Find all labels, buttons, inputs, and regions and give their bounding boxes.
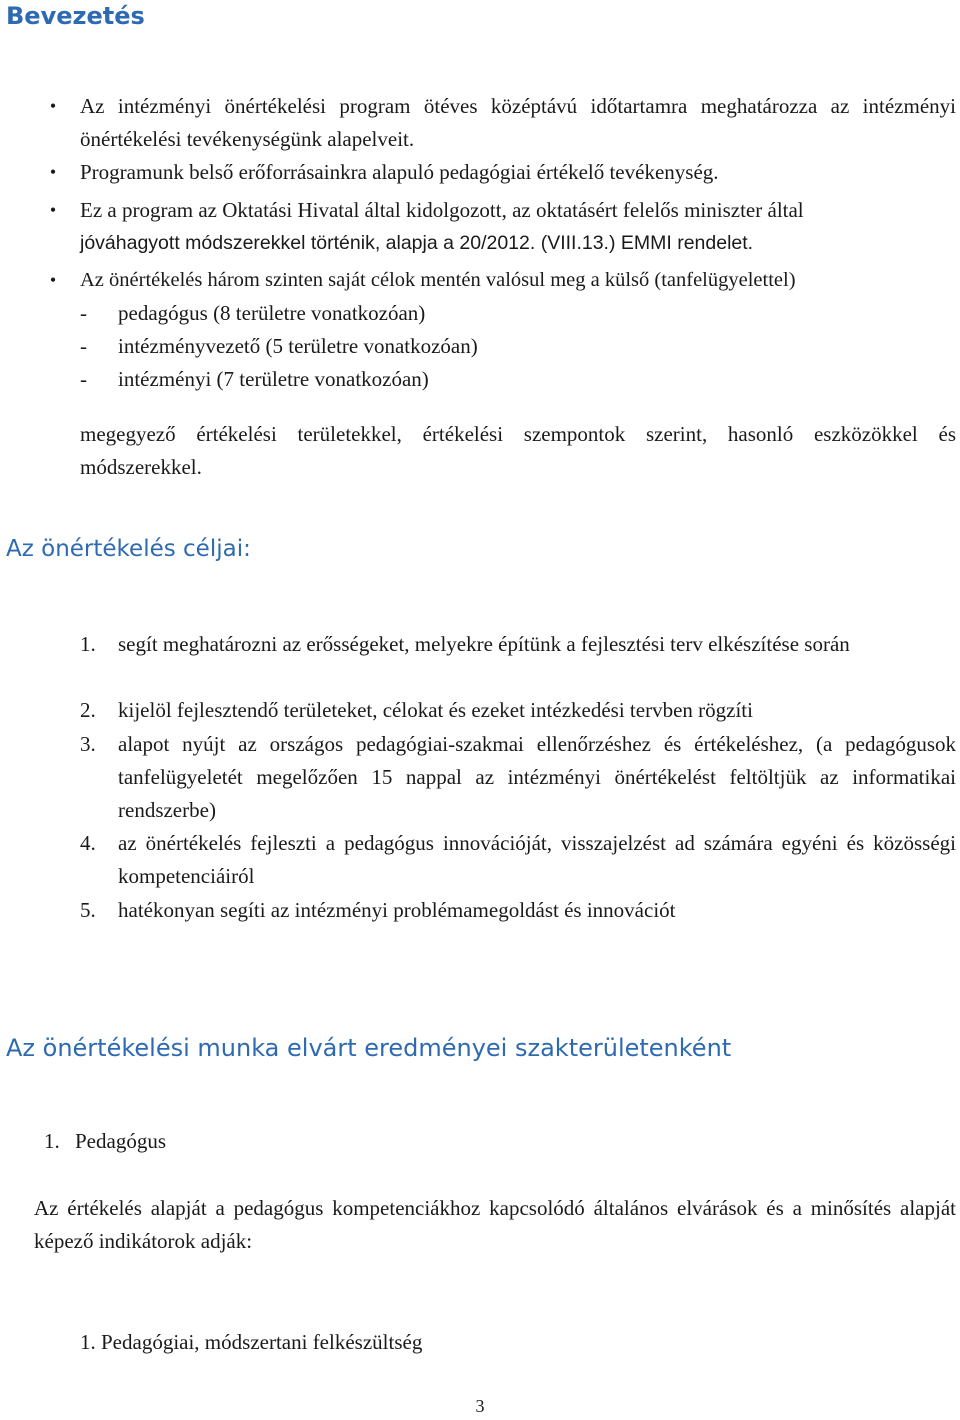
paragraph-after-dashes: megegyező értékelési területekkel, értékelési szempontok szerint, hasonló eszközökkel és módszerekkel. [80,422,956,479]
section-number: 1. [44,1129,60,1153]
dash-marker: - [80,301,87,325]
heading-goals: Az önértékelés céljai: [6,536,251,562]
goal-number: 1. [80,632,96,656]
goal-item [80,827,956,893]
goal-number: 3. [80,732,96,756]
heading-results: Az önértékelési munka elvárt eredményei szakterületenként [6,1034,732,1062]
dash-text: intézményvezető (5 területre vonatkozóan) [118,334,478,358]
section-title: Pedagógus [75,1129,166,1153]
goal-number: 2. [80,698,96,722]
dash-marker: - [80,334,87,358]
goal-text: kijelöl fejlesztendő területeket, célokat és ezeket intézkedési tervben rögzíti [118,698,753,722]
bullet-text-cont: jóváhagyott módszerekkel történik, alapja a 20/2012. (VIII.13.) EMMI rendelet. [80,232,754,254]
dash-item [80,330,478,363]
goal-item [80,728,956,827]
section-heading [44,1125,166,1158]
dash-item [80,363,429,396]
goal-text: hatékonyan segíti az intézményi problémamegoldást és innovációt [118,898,676,922]
bullet-text: Az önértékelés három szinten saját célok mentén valósul meg a külső (tanfelügyelettel) [80,269,796,291]
bullet-item [38,90,958,156]
dash-marker: - [80,367,87,391]
bullet-dot-icon: • [49,200,57,220]
bullet-dot-icon: • [49,96,57,116]
subsection-heading: 1. Pedagógiai, módszertani felkészültség [80,1330,423,1354]
section-paragraph: Az értékelés alapját a pedagógus kompetenciákhoz kapcsolódó általános elvárások és a minősítés alapját képező indikátorok adják: [34,1196,956,1253]
bullet-text: Ez a program az Oktatási Hivatal által kidolgozott, az oktatásért felelős miniszter által [80,198,804,222]
dash-text: pedagógus (8 területre vonatkozóan) [118,301,426,325]
bullet-item [38,194,958,260]
bullet-text: Programunk belső erőforrásainkra alapuló pedagógiai értékelő tevékenység. [80,160,719,184]
bullet-text: Az intézményi önértékelési program ötéves középtávú időtartamra meghatározza az intézményi önértékelési tevékenységünk alapelveit. [80,94,956,151]
bullet-item [38,264,958,297]
bullet-dot-icon: • [49,270,57,290]
goal-text: segít meghatározni az erősségeket, melyekre építünk a fejlesztési terv elkészítése során [118,632,850,656]
goal-number: 5. [80,898,96,922]
goal-item [80,894,956,927]
goal-item [80,628,956,694]
bullet-dot-icon: • [49,162,57,182]
goal-text: az önértékelés fejleszti a pedagógus innovációját, visszajelzést ad számára egyéni és közösségi kompetenciáiról [118,831,956,888]
goal-text: alapot nyújt az országos pedagógiai-szakmai ellenőrzéshez és értékeléshez, (a pedagógusok tanfelügyeletét megelőzően 15 nappal az intézményi önértékelést feltöltjük az informatikai rendszerbe) [118,732,956,822]
heading-intro: Bevezetés [6,2,145,30]
page-number: 3 [475,1396,485,1416]
dash-text: intézményi (7 területre vonatkozóan) [118,367,429,391]
goal-number: 4. [80,831,96,855]
bullet-item [38,156,958,189]
dash-item [80,297,425,330]
goal-item [80,694,956,727]
